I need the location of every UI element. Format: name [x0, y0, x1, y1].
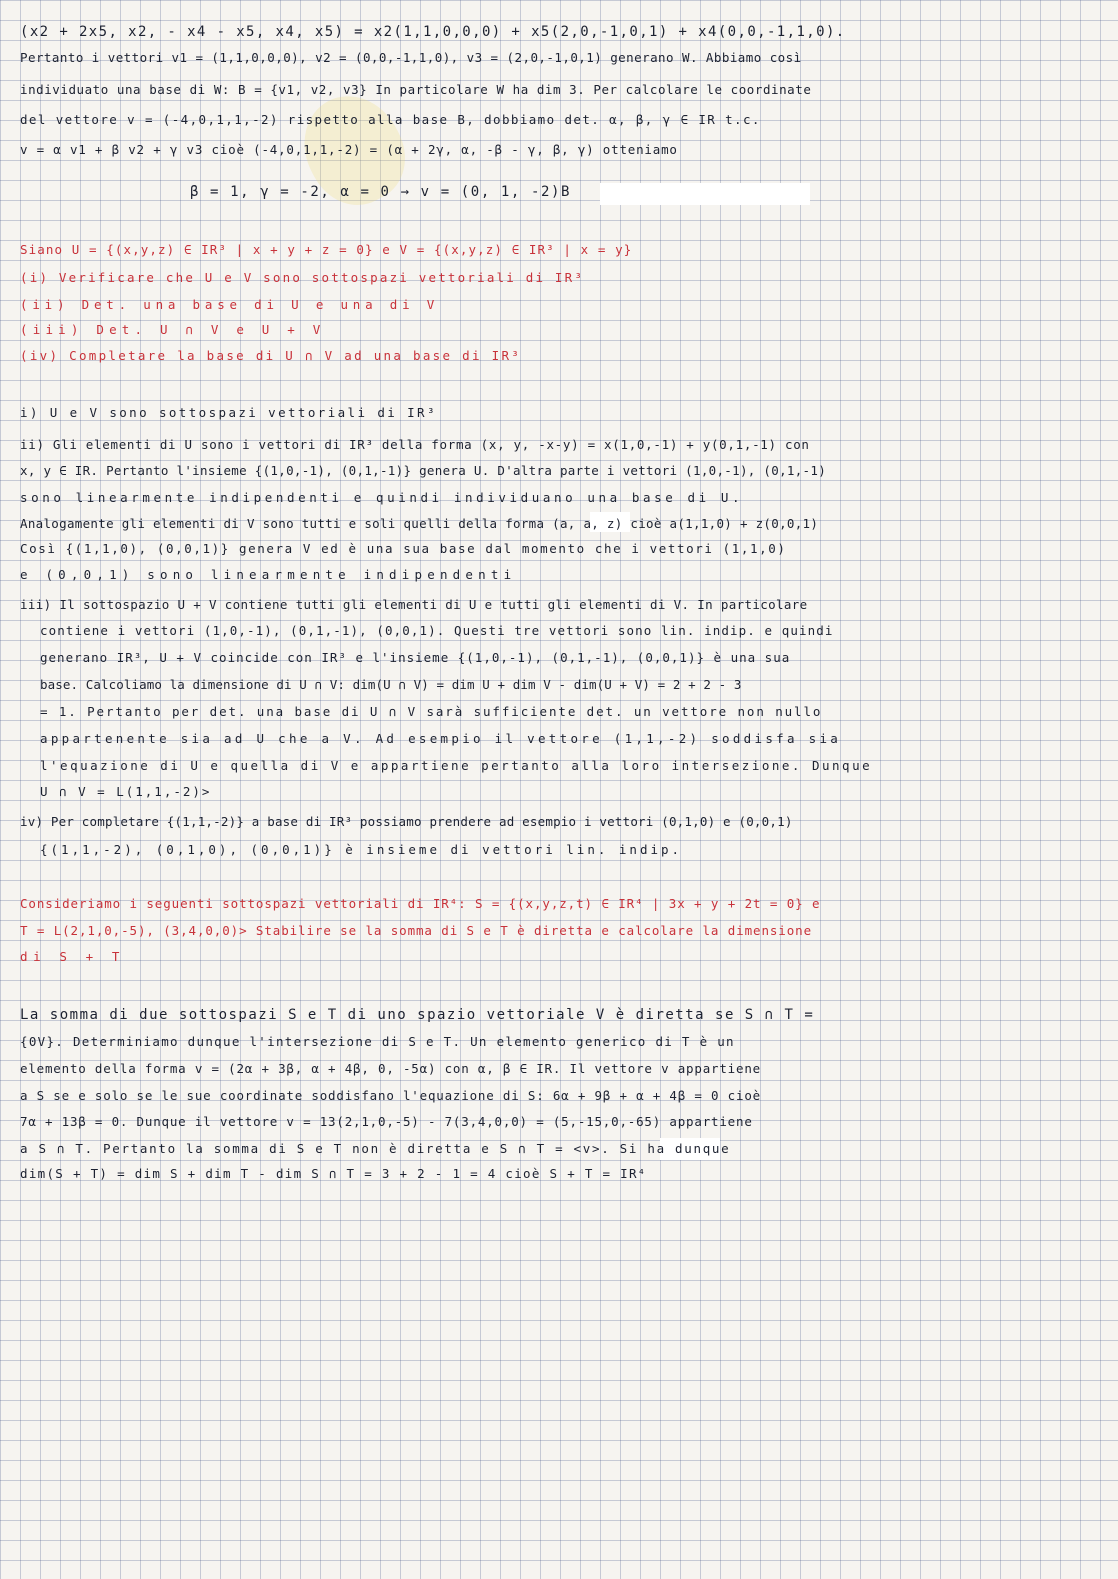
text-line: elemento della forma v = (2α + 3β, α + 4β, 0, -5α) con α, β ∈ IR. Il vettore v appartiene [20, 1061, 761, 1076]
text-line: ii) Gli elementi di U sono i vettori di IR³ della forma (x, y, -x-y) = x(1,0,-1) + y(0,1,-1) con [20, 437, 810, 452]
text-line: i) U e V sono sottospazi vettoriali di IR³ [20, 405, 437, 420]
text-line: U ∩ V = L(1,1,-2)> [40, 784, 212, 799]
text-line: individuato una base di W: B = {v1, v2, v3} In particolare W ha dim 3. Per calcolare le coordinate [20, 82, 812, 97]
exercise-statement: di S + T [20, 949, 126, 964]
text-line: 7α + 13β = 0. Dunque il vettore v = 13(2,1,0,-5) - 7(3,4,0,0) = (5,-15,0,-65) appartiene [20, 1114, 753, 1129]
text-line: base. Calcoliamo la dimensione di U ∩ V: dim(U ∩ V) = dim U + dim V - dim(U + V) = 2 + 2 - 3 [40, 677, 742, 692]
text-line: = 1. Pertanto per det. una base di U ∩ V sarà sufficiente det. un vettore non nullo [40, 704, 823, 719]
text-line: contiene i vettori (1,0,-1), (0,1,-1), (0,0,1). Questi tre vettori sono lin. indip. e quindi [40, 623, 834, 638]
exercise-statement: (iv) Completare la base di U ∩ V ad una base di IR³ [20, 348, 522, 363]
text-line: Analogamente gli elementi di V sono tutti e soli quelli della forma (a, a, z) cioè a(1,1,0) + z(0,0,1) [20, 516, 819, 531]
exercise-statement: (i) Verificare che U e V sono sottospazi vettoriali di IR³ [20, 270, 585, 285]
exercise-statement: T = L(2,1,0,-5), (3,4,0,0)> Stabilire se la somma di S e T è diretta e calcolare la dimensione [20, 923, 813, 938]
text-line: a S se e solo se le sue coordinate soddisfano l'equazione di S: 6α + 9β + α + 4β = 0 cioè [20, 1088, 761, 1103]
text-line: Così {(1,1,0), (0,0,1)} genera V ed è una sua base dal momento che i vettori (1,1,0) [20, 541, 787, 556]
text-line: x, y ∈ IR. Pertanto l'insieme {(1,0,-1), (0,1,-1)} genera U. D'altra parte i vettori (1,0,-1), (0,1,-1) [20, 463, 827, 478]
redaction-strip [600, 183, 810, 205]
text-line: La somma di due sottospazi S e T di uno spazio vettoriale V è diretta se S ∩ T = [20, 1007, 815, 1023]
text-line: sono linearmente indipendenti e quindi individuano una base di U. [20, 490, 744, 505]
text-line: Pertanto i vettori v1 = (1,1,0,0,0), v2 = (0,0,-1,1,0), v3 = (2,0,-1,0,1) generano W. Abbiamo così [20, 50, 802, 65]
text-line: v = α v1 + β v2 + γ v3 cioè (-4,0,1,1,-2) = (α + 2γ, α, -β - γ, β, γ) otteniamo [20, 142, 678, 157]
text-line: β = 1, γ = -2, α = 0 → v = (0, 1, -2)B [190, 184, 572, 200]
exercise-statement: (iii) Det. U ∩ V e U + V [20, 322, 326, 337]
text-line: generano IR³, U + V coincide con IR³ e l'insieme {(1,0,-1), (0,1,-1), (0,0,1)} è una sua [40, 650, 791, 665]
text-line: dim(S + T) = dim S + dim T - dim S ∩ T = 3 + 2 - 1 = 4 cioè S + T = IR⁴ [20, 1166, 647, 1181]
exercise-statement: Siano U = {(x,y,z) ∈ IR³ | x + y + z = 0} e V = {(x,y,z) ∈ IR³ | x = y} [20, 242, 633, 257]
text-line: (x2 + 2x5, x2, - x4 - x5, x4, x5) = x2(1,1,0,0,0) + x5(2,0,-1,0,1) + x4(0,0,-1,1,0). [20, 24, 846, 40]
text-line: {0V}. Determiniamo dunque l'intersezione di S e T. Un elemento generico di T è un [20, 1034, 735, 1049]
text-line: e (0,0,1) sono linearmente indipendenti [20, 567, 517, 582]
text-line: a S ∩ T. Pertanto la somma di S e T non è diretta e S ∩ T = <v>. Si ha dunque [20, 1141, 731, 1156]
text-line: iii) Il sottospazio U + V contiene tutti gli elementi di U e tutti gli elementi di V. In particolare [20, 597, 808, 612]
text-line: iv) Per completare {(1,1,-2)} a base di IR³ possiamo prendere ad esempio i vettori (0,1,0) e (0,0,1) [20, 814, 793, 829]
text-line: {(1,1,-2), (0,1,0), (0,0,1)} è insieme di vettori lin. indip. [40, 842, 683, 857]
text-line: del vettore v = (-4,0,1,1,-2) rispetto alla base B, dobbiamo det. α, β, γ ∈ IR t.c. [20, 112, 761, 127]
text-line: appartenente sia ad U che a V. Ad esempio il vettore (1,1,-2) soddisfa sia [40, 731, 842, 746]
exercise-statement: (ii) Det. una base di U e una di V [20, 297, 440, 312]
text-line: l'equazione di U e quella di V e appartiene pertanto alla loro intersezione. Dunque [40, 758, 873, 773]
exercise-statement: Consideriamo i seguenti sottospazi vettoriali di IR⁴: S = {(x,y,z,t) ∈ IR⁴ | 3x + y + 2t = 0} e [20, 896, 821, 911]
